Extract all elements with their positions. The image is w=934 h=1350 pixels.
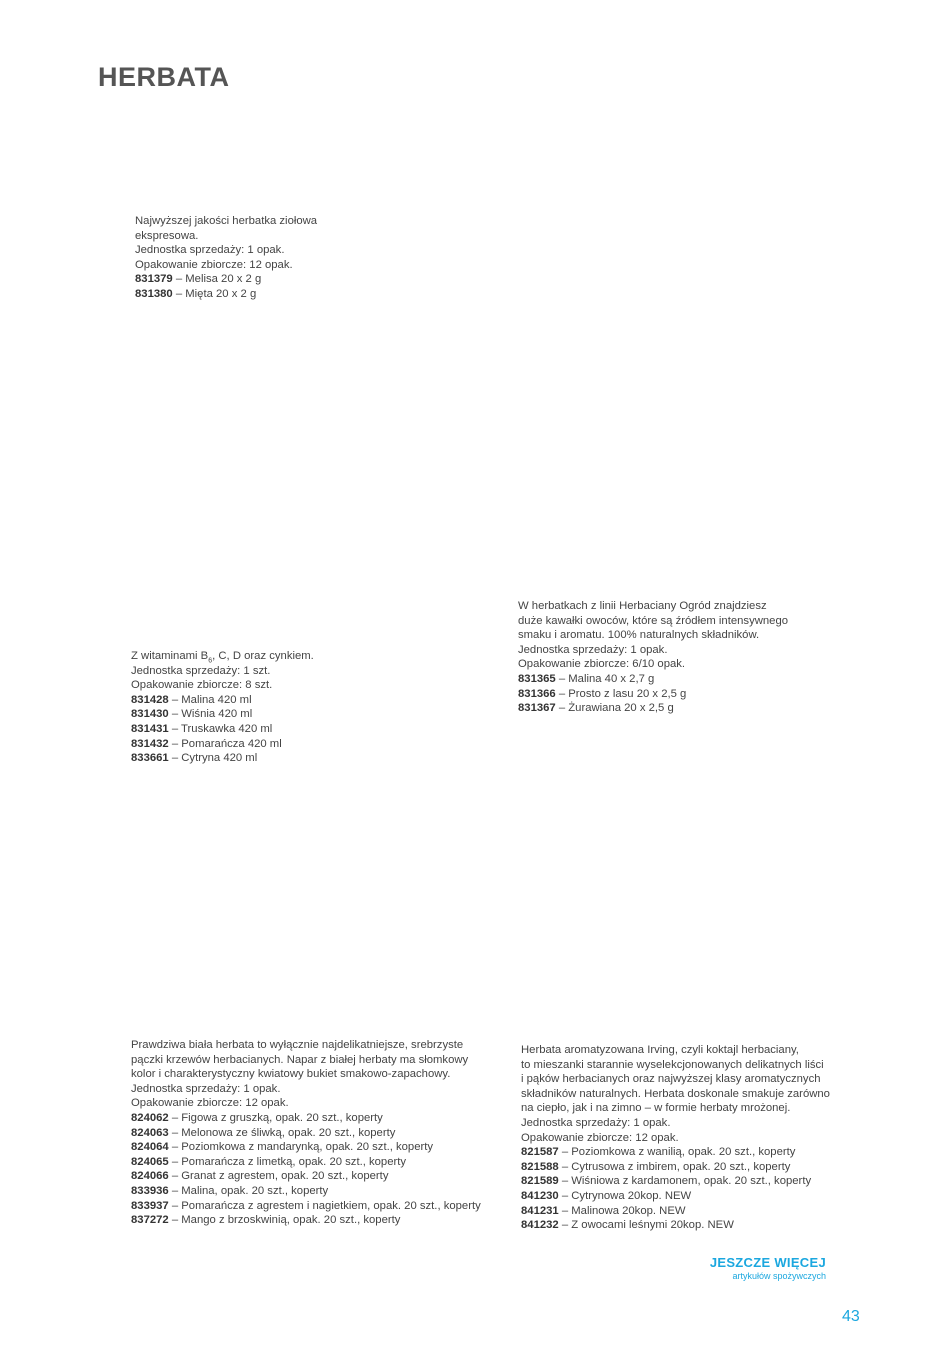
product-block-vitamin-drinks	[131, 649, 314, 766]
description-line: to mieszanki starannie wyselekcjonowanych delikatnych liści	[521, 1058, 824, 1071]
product-item	[521, 1174, 830, 1189]
product-desc: – Prosto z lasu 20 x 2,5 g	[555, 687, 687, 700]
product-desc: – Malina 420 ml	[168, 693, 252, 706]
product-code: 824065	[131, 1155, 169, 1168]
product-desc: – Mięta 20 x 2 g	[172, 287, 257, 300]
product-item	[131, 737, 314, 752]
product-code: 821588	[521, 1160, 559, 1173]
description-line: smaku i aromatu. 100% naturalnych składników.	[518, 629, 760, 642]
product-desc: – Truskawka 420 ml	[168, 722, 273, 735]
product-item	[135, 287, 317, 302]
product-code: 831430	[131, 708, 169, 721]
product-code: 831428	[131, 693, 169, 706]
product-desc: – Cytrynowa 20kop. NEW	[558, 1189, 692, 1202]
product-code: 841232	[521, 1219, 559, 1232]
product-item	[131, 707, 314, 722]
product-desc: – Poziomkowa z wanilią, opak. 20 szt., koperty	[558, 1146, 796, 1159]
page-title: HERBATA	[98, 62, 230, 92]
product-item	[131, 751, 314, 766]
product-desc: – Melonowa ze śliwką, opak. 20 szt., koperty	[168, 1126, 396, 1139]
sales-unit: Jednostka sprzedaży: 1 opak.	[131, 1082, 281, 1095]
description-line: pączki krzewów herbacianych. Napar z białej herbaty ma słomkowy	[131, 1053, 469, 1066]
more-title: JESZCZE WIĘCEJ	[709, 1255, 826, 1270]
description-line: Najwyższej jakości herbatka ziołowa	[135, 215, 318, 227]
sales-unit: Jednostka sprzedaży: 1 opak.	[521, 1116, 671, 1129]
product-item	[521, 1145, 830, 1160]
product-block-irving-tea	[521, 1043, 830, 1233]
product-code: 833937	[131, 1199, 169, 1212]
product-code: 831365	[518, 672, 556, 685]
product-item	[518, 687, 788, 702]
description-line: Herbata aromatyzowana Irving, czyli koktajl herbaciany,	[521, 1044, 799, 1056]
product-desc: – Z owocami leśnymi 20kop. NEW	[558, 1219, 734, 1232]
product-code: 837272	[131, 1214, 169, 1227]
product-item	[518, 672, 788, 687]
page-number: 43	[842, 1308, 860, 1325]
product-code: 833661	[131, 752, 169, 765]
product-desc: – Żurawiana 20 x 2,5 g	[555, 702, 674, 715]
description-line: duże kawałki owoców, które są źródłem intensywnego	[518, 614, 789, 627]
bulk-package: Opakowanie zbiorcze: 12 opak.	[131, 1097, 289, 1110]
bulk-package: Opakowanie zbiorcze: 8 szt.	[131, 679, 273, 692]
product-code: 821589	[521, 1175, 559, 1188]
description-line: ekspresowa.	[135, 229, 199, 242]
product-item	[518, 701, 788, 716]
product-item	[521, 1204, 830, 1219]
product-item	[131, 693, 314, 708]
product-desc: – Melisa 20 x 2 g	[172, 273, 262, 286]
product-item	[131, 722, 314, 737]
product-item	[131, 1155, 481, 1170]
product-block-white-tea	[131, 1038, 481, 1228]
product-desc: – Malina, opak. 20 szt., koperty	[168, 1184, 329, 1197]
product-item	[521, 1160, 830, 1175]
subscript: 6	[208, 657, 213, 665]
product-desc: – Wiśnia 420 ml	[168, 708, 253, 721]
product-desc: – Pomarańcza z agrestem i nagietkiem, opak. 20 szt., koperty	[168, 1199, 481, 1212]
product-desc: – Figowa z gruszką, opak. 20 szt., koperty	[168, 1111, 383, 1124]
product-desc: – Malinowa 20kop. NEW	[558, 1204, 686, 1217]
product-desc: – Poziomkowa z mandarynką, opak. 20 szt., koperty	[168, 1141, 434, 1154]
product-item	[521, 1189, 830, 1204]
sales-unit: Jednostka sprzedaży: 1 szt.	[131, 664, 271, 677]
product-desc: – Granat z agrestem, opak. 20 szt., koperty	[168, 1170, 389, 1183]
product-item	[131, 1126, 481, 1141]
product-desc: – Cytrusowa z imbirem, opak. 20 szt., koperty	[558, 1160, 791, 1173]
description-line: składników naturalnych. Herbata doskonale smakuje zarówno	[521, 1087, 830, 1100]
product-desc: – Wiśniowa z kardamonem, opak. 20 szt., koperty	[558, 1175, 812, 1188]
product-code: 831367	[518, 702, 556, 715]
product-item	[131, 1213, 481, 1228]
description-line: Prawdziwa biała herbata to wyłącznie najdelikatniejsze, srebrzyste	[131, 1039, 464, 1051]
product-code: 831366	[518, 687, 556, 700]
product-code: 841230	[521, 1189, 559, 1202]
more-products-banner	[710, 1255, 826, 1281]
description-line: W herbatkach z linii Herbaciany Ogród znajdziesz	[518, 600, 767, 612]
product-code: 824064	[131, 1141, 169, 1154]
product-code: 831431	[131, 722, 169, 735]
product-item	[131, 1184, 481, 1199]
description-line: i pąków herbacianych oraz najwyższej klasy aromatycznych	[521, 1073, 821, 1086]
product-code: 824066	[131, 1170, 169, 1183]
product-item	[131, 1140, 481, 1155]
bulk-package: Opakowanie zbiorcze: 12 opak.	[135, 258, 293, 271]
product-code: 831432	[131, 737, 169, 750]
description-line: kolor i charakterystyczny kwiatowy bukiet smakowo-zapachowy.	[131, 1068, 451, 1081]
product-code: 833936	[131, 1184, 169, 1197]
product-item	[131, 1199, 481, 1214]
product-desc: – Cytryna 420 ml	[168, 752, 258, 765]
product-code: 831380	[135, 287, 173, 300]
product-code: 824062	[131, 1111, 169, 1124]
bulk-package: Opakowanie zbiorcze: 12 opak.	[521, 1131, 679, 1144]
product-desc: – Mango z brzoskwinią, opak. 20 szt., koperty	[168, 1214, 401, 1227]
product-code: 821587	[521, 1146, 559, 1159]
sales-unit: Jednostka sprzedaży: 1 opak.	[135, 244, 285, 257]
bulk-package: Opakowanie zbiorcze: 6/10 opak.	[518, 658, 686, 671]
product-code: 841231	[521, 1204, 559, 1217]
product-desc: – Pomarańcza 420 ml	[168, 737, 282, 750]
description-text: , C, D oraz cynkiem.	[212, 650, 314, 662]
product-item	[135, 272, 317, 287]
product-item	[131, 1111, 481, 1126]
more-subtitle: artykułów spożywczych	[732, 1271, 826, 1281]
description-line: na ciepło, jak i na zimno – w formie herbaty mrożonej.	[521, 1102, 791, 1115]
product-item	[131, 1169, 481, 1184]
product-desc: – Malina 40 x 2,7 g	[555, 672, 655, 685]
product-block-herbaciany-ogrod	[518, 599, 788, 716]
sales-unit: Jednostka sprzedaży: 1 opak.	[518, 643, 668, 656]
description-text: Z witaminami B	[131, 650, 209, 662]
product-block-herbal-tea	[135, 214, 317, 302]
product-item	[521, 1218, 830, 1233]
description-line	[131, 649, 314, 664]
product-code: 824063	[131, 1126, 169, 1139]
product-code: 831379	[135, 273, 173, 286]
product-desc: – Pomarańcza z limetką, opak. 20 szt., koperty	[168, 1155, 407, 1168]
